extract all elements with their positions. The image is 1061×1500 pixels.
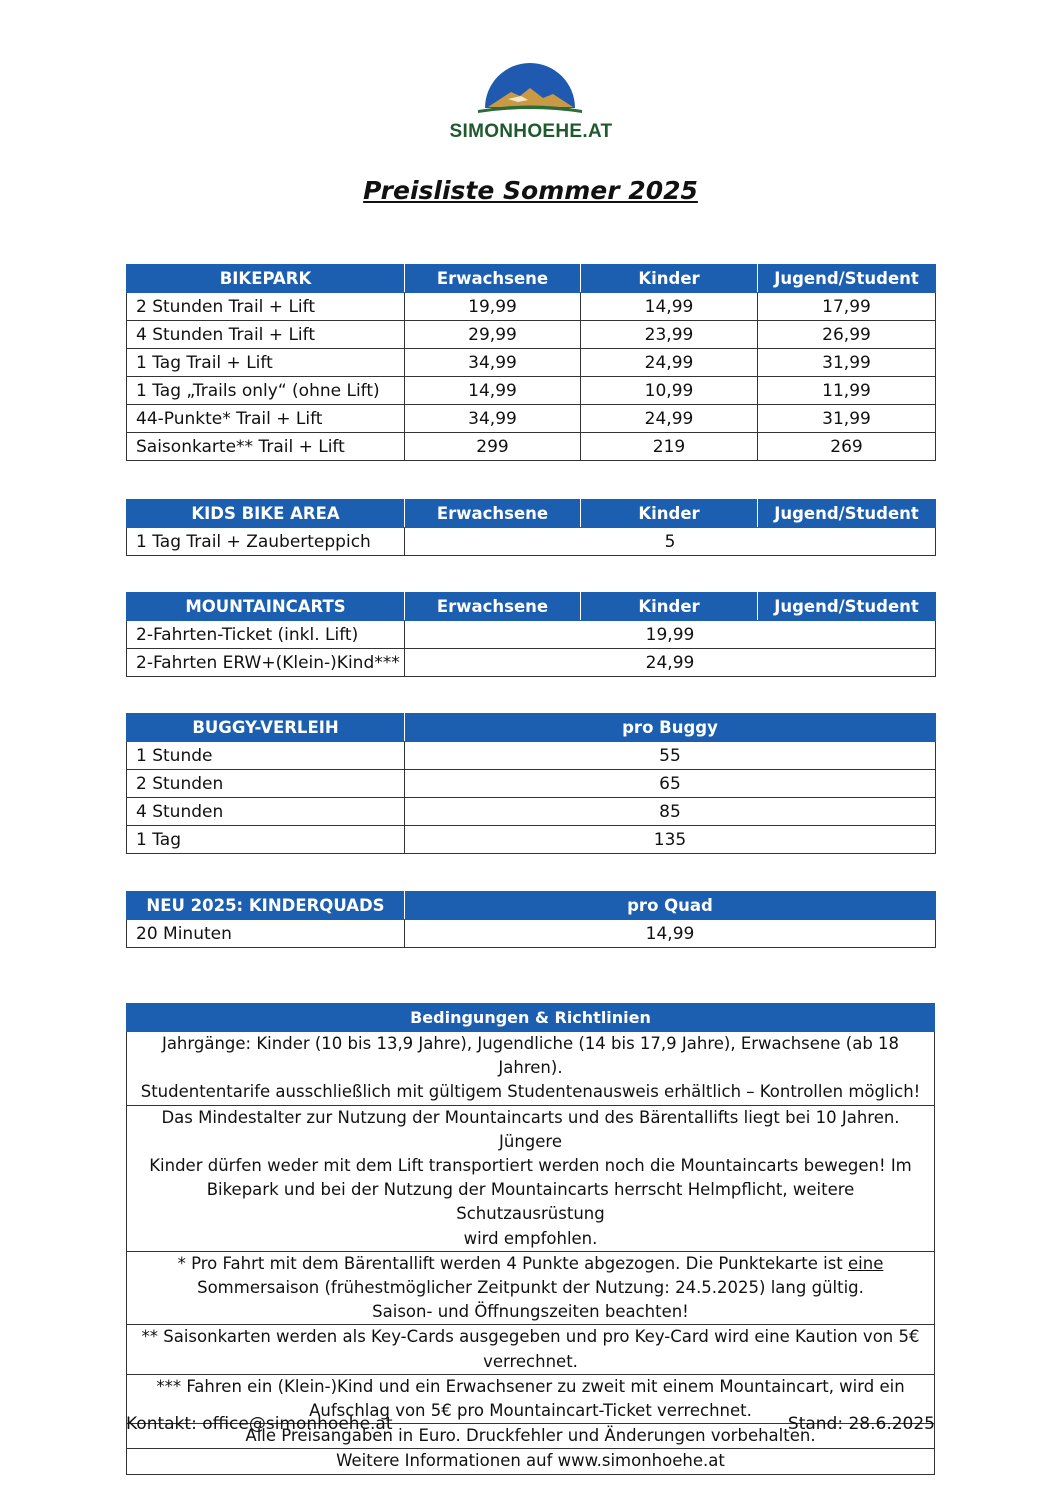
- table-row: [127, 293, 936, 321]
- table-row: [127, 321, 936, 349]
- condition-row: [127, 1325, 935, 1374]
- buggy-header: BUGGY-VERLEIH: [127, 714, 405, 742]
- page-title: Preisliste Sommer 2025: [363, 176, 698, 205]
- row-label: 2 Stunden Trail + Lift: [127, 293, 405, 321]
- table-row: [127, 742, 936, 770]
- col-jugend-student: Jugend/Student: [758, 593, 936, 621]
- row-label: 1 Stunde: [127, 742, 405, 770]
- table-row: [127, 798, 936, 826]
- condition-line: wird empfohlen.: [463, 1228, 598, 1248]
- condition-line: verrechnet.: [483, 1351, 578, 1371]
- price-erwachsene: 29,99: [405, 321, 581, 349]
- col-erwachsene: Erwachsene: [405, 500, 581, 528]
- table-header-row: [127, 714, 936, 742]
- logo-text: SIMONHOEHE.AT: [449, 121, 613, 142]
- price-kinder: 14,99: [581, 293, 758, 321]
- table-row: [127, 826, 936, 854]
- row-label: 1 Tag Trail + Zauberteppich: [127, 528, 405, 556]
- footer-kontakt: Kontakt: office@simonhoehe.at: [126, 1414, 393, 1434]
- punkte-underlined: eine: [848, 1253, 884, 1273]
- condition-line: Aufschlag von 5€ pro Mountaincart-Ticket verrechnet.: [309, 1401, 752, 1421]
- conditions-header: Bedingungen & Richtlinien: [127, 1004, 935, 1032]
- row-label: 44-Punkte* Trail + Lift: [127, 405, 405, 433]
- col-pro-buggy: pro Buggy: [405, 714, 936, 742]
- kids-bike-area-table: [126, 499, 936, 556]
- price-kinder: 219: [581, 433, 758, 461]
- punkte-text: * Pro Fahrt mit dem Bärentallift werden 4 Punkte abgezogen. Die Punktekarte ist: [177, 1253, 849, 1273]
- condition-line: Sommersaison (frühestmöglicher Zeitpunkt der Nutzung: 24.5.2025) lang gültig.: [197, 1278, 864, 1298]
- price-all: 19,99: [405, 621, 936, 649]
- condition-line: Jahrgänge: Kinder (10 bis 13,9 Jahre), Jugendliche (14 bis 17,9 Jahre), Erwachsene (ab 18 Jahren).: [161, 1034, 900, 1078]
- row-label: 1 Tag: [127, 826, 405, 854]
- row-label: 2-Fahrten-Ticket (inkl. Lift): [127, 621, 405, 649]
- condition-line: Das Mindestalter zur Nutzung der Mountaincarts und des Bärentallifts liegt bei 10 Jahren. Jüngere: [161, 1107, 900, 1151]
- col-jugend-student: Jugend/Student: [758, 265, 936, 293]
- table-row: [127, 920, 936, 948]
- table-header-row: [127, 892, 936, 920]
- price-all: 5: [405, 528, 936, 556]
- col-kinder: Kinder: [581, 265, 758, 293]
- col-pro-quad: pro Quad: [405, 892, 936, 920]
- conditions-table: [126, 1003, 935, 1475]
- price-jugend: 17,99: [758, 293, 936, 321]
- condition-row: [127, 1449, 935, 1474]
- price-kinder: 24,99: [581, 349, 758, 377]
- price: 85: [405, 798, 936, 826]
- row-label: 4 Stunden Trail + Lift: [127, 321, 405, 349]
- price-erwachsene: 14,99: [405, 377, 581, 405]
- price-kinder: 10,99: [581, 377, 758, 405]
- price-erwachsene: 19,99: [405, 293, 581, 321]
- price-erwachsene: 299: [405, 433, 581, 461]
- condition-line: Weitere Informationen auf www.simonhoehe.at: [336, 1451, 725, 1471]
- table-header-row: [127, 593, 936, 621]
- table-row: [127, 770, 936, 798]
- condition-line: Studententarife ausschließlich mit gültigem Studentenausweis erhältlich – Kontrollen möglich!: [140, 1082, 921, 1102]
- table-header-row: [127, 265, 936, 293]
- row-label: 20 Minuten: [127, 920, 405, 948]
- condition-line: Saison- und Öffnungszeiten beachten!: [372, 1302, 689, 1322]
- col-jugend-student: Jugend/Student: [758, 500, 936, 528]
- condition-line: *** Fahren ein (Klein-)Kind und ein Erwachsener zu zweit mit einem Mountaincart, wird ein: [156, 1376, 905, 1396]
- row-label: 4 Stunden: [127, 798, 405, 826]
- row-label: 2-Fahrten ERW+(Klein-)Kind***: [127, 649, 405, 677]
- condition-row: [127, 1032, 935, 1106]
- price-jugend: 26,99: [758, 321, 936, 349]
- bikepark-table: [126, 264, 936, 461]
- price: 135: [405, 826, 936, 854]
- kids-bike-area-header: KIDS BIKE AREA: [127, 500, 405, 528]
- table-row: [127, 528, 936, 556]
- condition-line: Bikepark und bei der Nutzung der Mountaincarts herrscht Helmpflicht, weitere Schutzausrüstung: [206, 1180, 855, 1224]
- row-label: 1 Tag „Trails only“ (ohne Lift): [127, 377, 405, 405]
- price-jugend: 269: [758, 433, 936, 461]
- price-all: 24,99: [405, 649, 936, 677]
- table-row: [127, 405, 936, 433]
- col-kinder: Kinder: [581, 500, 758, 528]
- price-jugend: 31,99: [758, 405, 936, 433]
- row-label: Saisonkarte** Trail + Lift: [127, 433, 405, 461]
- condition-line: Alle Preisangaben in Euro. Druckfehler und Änderungen vorbehalten.: [245, 1426, 816, 1446]
- table-row: [127, 649, 936, 677]
- table-header-row: [127, 500, 936, 528]
- buggy-table: [126, 713, 936, 854]
- price: 14,99: [405, 920, 936, 948]
- row-label: 2 Stunden: [127, 770, 405, 798]
- price-erwachsene: 34,99: [405, 405, 581, 433]
- condition-row: [127, 1251, 935, 1325]
- kinderquads-table: [126, 891, 936, 948]
- condition-row: [127, 1105, 935, 1251]
- condition-line: ** Saisonkarten werden als Key-Cards ausgegeben und pro Key-Card wird eine Kaution von 5€: [141, 1327, 920, 1347]
- kinderquads-header: NEU 2025: KINDERQUADS: [127, 892, 405, 920]
- col-erwachsene: Erwachsene: [405, 593, 581, 621]
- col-erwachsene: Erwachsene: [405, 265, 581, 293]
- footer-stand: Stand: 28.6.2025: [787, 1414, 935, 1434]
- price-kinder: 23,99: [581, 321, 758, 349]
- price-jugend: 31,99: [758, 349, 936, 377]
- table-row: [127, 349, 936, 377]
- condition-line: [135, 1252, 926, 1276]
- bikepark-header: BIKEPARK: [127, 265, 405, 293]
- price-erwachsene: 34,99: [405, 349, 581, 377]
- table-row: [127, 433, 936, 461]
- table-row: [127, 621, 936, 649]
- row-label: 1 Tag Trail + Lift: [127, 349, 405, 377]
- price: 55: [405, 742, 936, 770]
- price-kinder: 24,99: [581, 405, 758, 433]
- price: 65: [405, 770, 936, 798]
- price-jugend: 11,99: [758, 377, 936, 405]
- condition-line: Kinder dürfen weder mit dem Lift transportiert werden noch die Mountaincarts bewegen! Im: [149, 1156, 912, 1176]
- mountaincarts-table: [126, 592, 936, 677]
- table-row: [127, 377, 936, 405]
- mountaincarts-header: MOUNTAINCARTS: [127, 593, 405, 621]
- col-kinder: Kinder: [581, 593, 758, 621]
